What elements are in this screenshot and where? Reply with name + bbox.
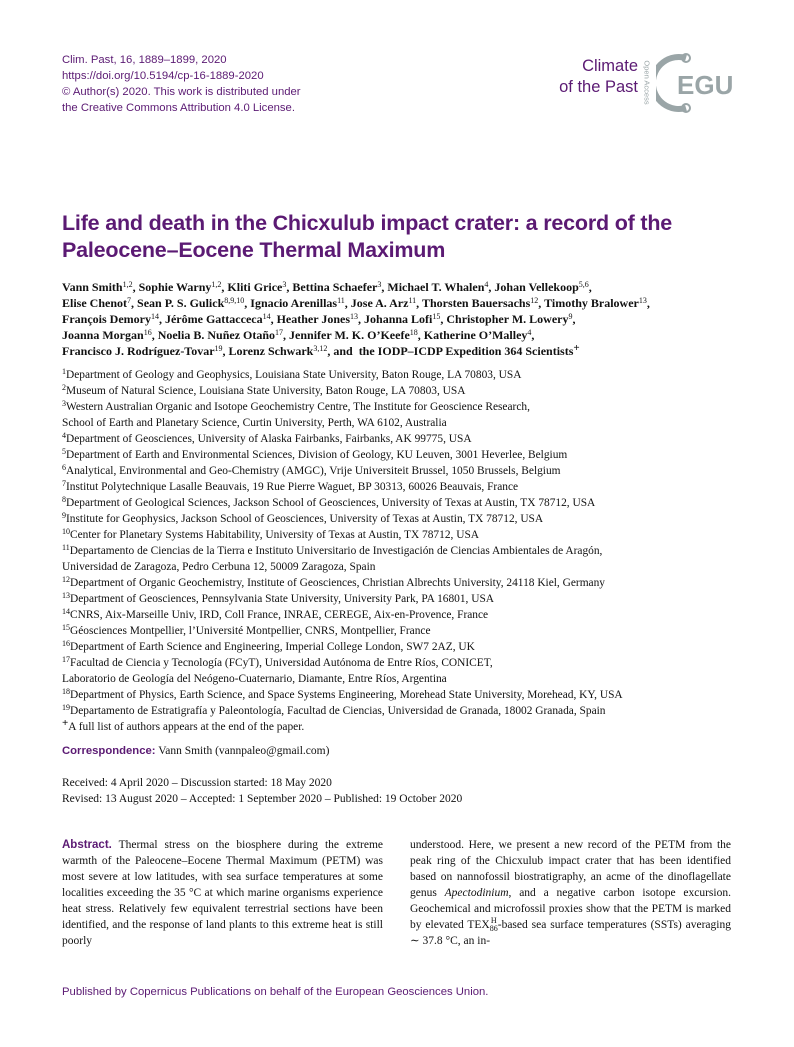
author-affiliation-mark: 3 bbox=[282, 280, 287, 289]
affiliation-text: Department of Geological Sciences, Jackson School of Geosciences, University of Texas at Austin, TX 78712, USA bbox=[66, 497, 596, 509]
author-affiliation-mark: 13 bbox=[350, 312, 359, 321]
publisher-footer: Published by Copernicus Publications on behalf of the European Geosciences Union. bbox=[62, 986, 489, 998]
author-affiliation-mark: 15 bbox=[432, 312, 441, 321]
affiliation-item bbox=[62, 687, 762, 703]
author: Christopher M. Lowery bbox=[446, 312, 569, 326]
affiliation-number: 8 bbox=[62, 495, 66, 504]
abstract-column-1 bbox=[62, 837, 383, 949]
correspondence-label: Correspondence: bbox=[62, 745, 156, 757]
affiliation-item bbox=[62, 719, 762, 735]
affiliation-item bbox=[62, 479, 762, 495]
affiliation-number: 18 bbox=[62, 687, 70, 696]
author-affiliation-mark: 19 bbox=[214, 344, 223, 353]
affiliation-number: 13 bbox=[62, 591, 70, 600]
author: Sophie Warny bbox=[138, 280, 212, 294]
affiliation-text: Institute for Geophysics, Jackson School of Geosciences, University of Texas at Austin, TX 78712, USA bbox=[66, 513, 544, 525]
author-affiliation-mark: 14 bbox=[262, 312, 271, 321]
affiliation-text: Department of Geosciences, University of Alaska Fairbanks, Fairbanks, AK 99775, USA bbox=[66, 433, 472, 445]
author: Johanna Lofi bbox=[364, 312, 433, 326]
affiliation-number: 5 bbox=[62, 447, 66, 456]
author: Francisco J. Rodríguez-Tovar bbox=[62, 344, 215, 358]
publication-dates bbox=[62, 775, 462, 807]
affiliation-item bbox=[62, 639, 762, 655]
affiliation-number: 3 bbox=[62, 399, 66, 408]
license-line-1: © Author(s) 2020. This work is distributed under bbox=[62, 86, 301, 98]
author-affiliation-mark: 8,9,10 bbox=[224, 296, 245, 305]
svg-text:EGU: EGU bbox=[677, 70, 734, 100]
author-affiliation-mark: 17 bbox=[275, 328, 284, 337]
affiliation-item bbox=[62, 703, 762, 719]
affiliation-number: 1 bbox=[62, 367, 66, 376]
author: Bettina Schaefer bbox=[292, 280, 378, 294]
affiliation-item bbox=[62, 431, 762, 447]
author-affiliation-mark: 4 bbox=[484, 280, 489, 289]
affiliation-text: Géosciences Montpellier, l’Université Montpellier, CNRS, Montpellier, France bbox=[70, 625, 431, 637]
author-affiliation-mark: 13 bbox=[638, 296, 647, 305]
affiliation-item bbox=[62, 367, 762, 383]
affiliation-number: 10 bbox=[62, 527, 70, 536]
genus-name: Apectodinium bbox=[444, 887, 509, 899]
affiliation-number: 14 bbox=[62, 607, 70, 616]
author: Elise Chenot bbox=[62, 296, 128, 310]
affiliation-continuation: Universidad de Zaragoza, Pedro Cerbuna 12, 50009 Zaragoza, Spain bbox=[62, 561, 376, 573]
plus-mark-icon: + bbox=[573, 342, 580, 354]
author: Johan Vellekoop bbox=[494, 280, 579, 294]
author-affiliation-mark: 16 bbox=[143, 328, 152, 337]
affiliation-text: Department of Organic Geochemistry, Institute of Geosciences, Christian Albrechts University, 24118 Kiel, Germany bbox=[70, 577, 606, 589]
author: François Demory bbox=[62, 312, 151, 326]
journal-logo bbox=[546, 56, 638, 98]
affiliation-number: 12 bbox=[62, 575, 70, 584]
author-affiliation-mark: 9 bbox=[568, 312, 573, 321]
affiliation-text: Institut Polytechnique Lasalle Beauvais, 19 Rue Pierre Waguet, BP 30313, 60026 Beauvais, France bbox=[66, 481, 519, 493]
affiliation-number: + bbox=[62, 717, 69, 729]
author-affiliation-mark: 3,12 bbox=[313, 344, 328, 353]
author: Timothy Bralower bbox=[544, 296, 639, 310]
affiliation-text: Center for Planetary Systems Habitability, University of Texas at Austin, TX 78712, USA bbox=[70, 529, 480, 541]
affiliation-text: Department of Physics, Earth Science, and Space Systems Engineering, Morehead State University, Morehead, KY, USA bbox=[70, 689, 623, 701]
affiliation-text: Department of Earth Science and Engineering, Imperial College London, SW7 2AZ, UK bbox=[70, 641, 475, 653]
affiliation-number: 7 bbox=[62, 479, 66, 488]
author: Noelia B. Nuñez Otaño bbox=[157, 328, 276, 342]
affiliation-text: Departamento de Ciencias de la Tierra e Instituto Universitario de Investigación de Ciencias Ambientales de Aragón, bbox=[69, 545, 603, 557]
affiliation-item bbox=[62, 383, 762, 399]
author-affiliation-mark: 1,2 bbox=[211, 280, 222, 289]
author: Vann Smith bbox=[62, 280, 123, 294]
author: Jennifer M. K. O’Keefe bbox=[289, 328, 410, 342]
affiliation-number: 9 bbox=[62, 511, 66, 520]
author: Sean P. S. Gulick bbox=[137, 296, 225, 310]
correspondence bbox=[62, 745, 329, 757]
affiliation-list bbox=[62, 367, 762, 735]
affiliation-text: CNRS, Aix-Marseille Univ, IRD, Coll France, INRAE, CEREGE, Aix-en-Provence, France bbox=[70, 609, 489, 621]
affiliation-number: 16 bbox=[62, 639, 70, 648]
affiliation-text: Facultad de Ciencia y Tecnología (FCyT), Universidad Autónoma de Entre Ríos, CONICET, bbox=[70, 657, 493, 669]
affiliation-number: 19 bbox=[62, 703, 70, 712]
affiliation-number: 17 bbox=[62, 655, 70, 664]
paper-title: Life and death in the Chicxulub impact crater: a record of the Paleocene–Eocene Thermal Maximum bbox=[62, 211, 673, 262]
affiliation-item bbox=[62, 591, 762, 607]
correspondence-text[interactable]: Vann Smith (vannpaleo@gmail.com) bbox=[158, 745, 330, 757]
author: Heather Jones bbox=[276, 312, 351, 326]
author-affiliation-mark: 1,2 bbox=[122, 280, 133, 289]
affiliation-item bbox=[62, 447, 762, 463]
dates-line-2: Revised: 13 August 2020 – Accepted: 1 September 2020 – Published: 19 October 2020 bbox=[62, 793, 463, 805]
license-line-2: the Creative Commons Attribution 4.0 License. bbox=[62, 102, 295, 114]
author: Thorsten Bauersachs bbox=[421, 296, 531, 310]
affiliation-item bbox=[62, 511, 762, 527]
author-list: Vann Smith$^{1,2}$, Sophie Warny$^{1,2}$, Kliti Grice$^3$, Bettina Schaefer$^3$, Michael T. Whalen$^4$, Johan Vellekoop$^{5,6}$, Elise Chenot$^7$, Sean P. S. Gulick$^{8,9,10}$, Ignacio Arenillas$^{11}$, Jose A. Arz$^{11}$, Thorsten Bauersachs$^{12}$, Timothy Bralower$^{13}$, François Demory$^{14}$, Jérôme Gattacceca$^{14}$, Heather Jones$^{13}$, Johanna Lofi$^{15}$, Christopher M. Lowery$^9$, Joanna Morgan$^{16}$, Noelia B. Nuñez Otaño$^{17}$, Jennifer M. K. O’Keefe$^{18}$, Katherine O’Malley$^4$, Francisco J. Rodríguez-Tovar$^{19}$, Lorenz Schwark$^{3,12}$, and the IODP–ICDP Expedition 364 Scientists+ bbox=[62, 280, 650, 358]
abstract-text-1: Thermal stress on the biosphere during the extreme warmth of the Paleocene–Eocene Thermal Maximum (PETM) was most severe at low latitudes, with sea surface temperatures at some localities exceeding the 35 °C at which marine organisms experience heat stress. Relatively few equivalent terrestrial sections have been identified, and the response of land plants to this extreme heat is still poorly bbox=[62, 839, 384, 947]
dates-line-1: Received: 4 April 2020 – Discussion started: 18 May 2020 bbox=[62, 777, 332, 789]
journal-name-line-2: of the Past bbox=[559, 78, 638, 96]
affiliation-text: Departamento de Estratigrafía y Paleontología, Facultad de Ciencias, Universidad de Granada, 18002 Granada, Spain bbox=[70, 705, 606, 717]
author: Lorenz Schwark bbox=[228, 344, 314, 358]
citation-header bbox=[62, 52, 301, 116]
author: Jérôme Gattacceca bbox=[164, 312, 263, 326]
author-affiliation-mark: 18 bbox=[409, 328, 418, 337]
affiliation-item bbox=[62, 399, 762, 415]
citation-text: Clim. Past, 16, 1889–1899, 2020 bbox=[62, 54, 227, 66]
journal-name-line-1: Climate bbox=[582, 57, 638, 75]
author-group: the IODP–ICDP Expedition 364 Scientists bbox=[358, 344, 574, 358]
egu-logo-icon bbox=[656, 50, 738, 116]
affiliation-number: 6 bbox=[62, 463, 66, 472]
affiliation-number: 2 bbox=[62, 383, 66, 392]
affiliation-text: Museum of Natural Science, Louisiana State University, Baton Rouge, LA 70803, USA bbox=[66, 385, 466, 397]
affiliation-item bbox=[62, 543, 762, 559]
author-affiliation-mark: 7 bbox=[127, 296, 132, 305]
author-affiliation-mark: 11 bbox=[408, 296, 417, 305]
affiliation-item bbox=[62, 607, 762, 623]
author: Katherine O’Malley bbox=[423, 328, 528, 342]
abstract-column-2: understood. Here, we present a new record of the PETM from the peak ring of the Chicxulub impact crater that has been identified based on nannofossil biostratigraphy, an acme of the dinoflagellate genus Apectodinium, and a negative carbon isotope excursion. Geochemical and microfossil proxies show that the PETM is marked by elevated TEX H 86 -based sea surface temperatures (SSTs) averaging ∼ 37.8 °C, an in- bbox=[410, 839, 731, 947]
affiliation-text: Department of Geosciences, Pennsylvania State University, University Park, PA 16801, USA bbox=[70, 593, 495, 605]
abstract-label: Abstract. bbox=[62, 839, 112, 851]
affiliation-number: 11 bbox=[62, 543, 70, 552]
affiliation-text: A full list of authors appears at the end of the paper. bbox=[68, 721, 305, 733]
affiliation-item bbox=[62, 655, 762, 671]
affiliation-number: 4 bbox=[62, 431, 66, 440]
author-affiliation-mark: 12 bbox=[530, 296, 539, 305]
affiliation-text: Department of Geology and Geophysics, Louisiana State University, Baton Rouge, LA 70803, USA bbox=[66, 369, 522, 381]
doi-link[interactable]: https://doi.org/10.5194/cp-16-1889-2020 bbox=[62, 70, 264, 82]
affiliation-item bbox=[62, 575, 762, 591]
tex86-index: H 86 bbox=[489, 916, 498, 933]
open-access-label: Open Access bbox=[642, 60, 652, 105]
affiliation-item bbox=[62, 623, 762, 639]
author-affiliation-mark: 5,6 bbox=[578, 280, 589, 289]
author-affiliation-mark: 14 bbox=[150, 312, 159, 321]
affiliation-item bbox=[62, 495, 762, 511]
author: Michael T. Whalen bbox=[387, 280, 485, 294]
author: Jose A. Arz bbox=[350, 296, 409, 310]
author-affiliation-mark: 3 bbox=[377, 280, 382, 289]
author: Ignacio Arenillas bbox=[250, 296, 338, 310]
author: Kliti Grice bbox=[227, 280, 283, 294]
author-affiliation-mark: 11 bbox=[337, 296, 345, 305]
affiliation-text: Analytical, Environmental and Geo-Chemistry (AMGC), Vrije Universiteit Brussel, 1050 Brussels, Belgium bbox=[66, 465, 561, 477]
author: Joanna Morgan bbox=[62, 328, 144, 342]
affiliation-item bbox=[62, 463, 762, 479]
affiliation-continuation: School of Earth and Planetary Science, Curtin University, Perth, WA 6102, Australia bbox=[62, 417, 447, 429]
affiliation-text: Western Australian Organic and Isotope Geochemistry Centre, The Institute for Geoscience Research, bbox=[66, 401, 530, 413]
affiliation-item bbox=[62, 527, 762, 543]
affiliation-continuation: Laboratorio de Geología del Neógeno-Cuaternario, Diamante, Entre Ríos, Argentina bbox=[62, 673, 447, 685]
author-affiliation-mark: 4 bbox=[527, 328, 532, 337]
affiliation-number: 15 bbox=[62, 623, 70, 632]
affiliation-text: Department of Earth and Environmental Sciences, Division of Geology, KU Leuven, 3001 Heverlee, Belgium bbox=[66, 449, 568, 461]
